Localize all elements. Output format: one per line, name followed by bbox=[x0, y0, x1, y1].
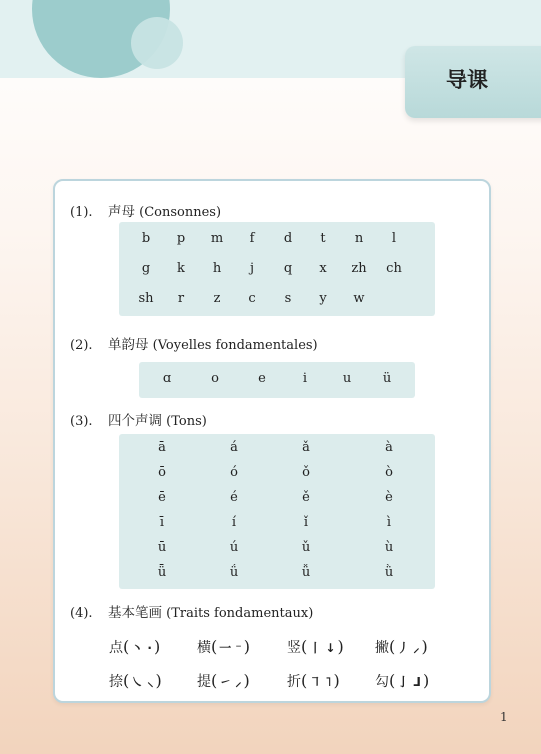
open-paren: ( bbox=[301, 637, 308, 656]
stroke-item bbox=[197, 637, 250, 657]
tone-item: ǐ bbox=[303, 515, 309, 530]
consonant-item: q bbox=[283, 261, 293, 276]
consonant-item: n bbox=[354, 231, 364, 246]
section-number: (1). bbox=[70, 205, 93, 220]
open-paren: ( bbox=[211, 671, 218, 690]
close-paren: ) bbox=[422, 671, 430, 690]
tone-item: ò bbox=[385, 465, 393, 480]
consonant-item: b bbox=[141, 231, 151, 246]
tone-item: í bbox=[231, 515, 237, 530]
consonant-item: k bbox=[177, 261, 185, 276]
vowel-item: ü bbox=[382, 371, 392, 386]
section-title-fr: (Voyelles fondamentales) bbox=[152, 338, 318, 353]
tone-item: ǎ bbox=[302, 440, 310, 455]
consonant-item: l bbox=[391, 231, 397, 246]
tone-item: é bbox=[230, 490, 238, 505]
tone-item: ē bbox=[158, 490, 166, 505]
vowels-box bbox=[139, 362, 415, 398]
vowel-item: ɑ bbox=[162, 371, 172, 386]
tone-item: á bbox=[230, 440, 238, 455]
section-title-fr: (Traits fondamentaux) bbox=[166, 606, 314, 621]
stroke-item bbox=[375, 671, 429, 691]
tone-item: ǘ bbox=[229, 565, 239, 580]
consonant-item: ch bbox=[386, 261, 402, 276]
vowel-item: i bbox=[302, 371, 308, 386]
stroke-name: 勾 bbox=[375, 674, 389, 690]
stroke-glyph: 丶 · bbox=[131, 641, 152, 655]
tone-item: ó bbox=[230, 465, 238, 480]
stroke-name: 折 bbox=[287, 674, 301, 690]
consonant-item: h bbox=[212, 261, 222, 276]
tone-item: ì bbox=[386, 515, 392, 530]
consonant-item: x bbox=[319, 261, 327, 276]
section-consonants-heading bbox=[70, 200, 221, 220]
section-title-cn: 声母 bbox=[108, 204, 135, 220]
consonant-item: zh bbox=[351, 261, 367, 276]
tone-item: ù bbox=[384, 540, 394, 555]
close-paren: ) bbox=[337, 637, 344, 656]
tone-item: ǜ bbox=[384, 565, 394, 580]
stroke-item bbox=[375, 637, 428, 657]
stroke-glyph: 一 ⁻ bbox=[219, 641, 242, 655]
consonant-item: c bbox=[248, 291, 256, 306]
close-paren: ) bbox=[243, 671, 250, 690]
consonant-item: s bbox=[284, 291, 292, 306]
open-paren: ( bbox=[389, 637, 396, 656]
decorative-circle-small bbox=[131, 17, 183, 69]
section-number: (2). bbox=[70, 338, 93, 353]
section-vowels-heading bbox=[70, 333, 318, 353]
stroke-glyph: ㇏ ⸜ bbox=[131, 675, 154, 689]
close-paren: ) bbox=[154, 637, 161, 656]
close-paren: ) bbox=[333, 671, 340, 690]
open-paren: ( bbox=[123, 671, 130, 690]
consonant-item: z bbox=[213, 291, 221, 306]
stroke-item bbox=[287, 671, 340, 691]
stroke-item bbox=[287, 637, 344, 657]
tone-item: à bbox=[385, 440, 393, 455]
consonant-item: d bbox=[283, 231, 293, 246]
open-paren: ( bbox=[301, 671, 308, 690]
consonants-box bbox=[119, 222, 435, 316]
page-number: 1 bbox=[500, 710, 508, 724]
stroke-name: 提 bbox=[197, 674, 211, 690]
stroke-name: 捺 bbox=[109, 674, 123, 690]
consonant-item: j bbox=[249, 261, 255, 276]
tone-item: ǚ bbox=[301, 565, 311, 580]
section-number: (3). bbox=[70, 414, 93, 429]
vowel-item: u bbox=[342, 371, 352, 386]
tone-item: ǔ bbox=[301, 540, 311, 555]
stroke-glyph: 亅 ᒧ bbox=[397, 675, 421, 689]
consonant-item: f bbox=[249, 231, 255, 246]
consonant-item: w bbox=[353, 291, 365, 306]
section-number: (4). bbox=[70, 606, 93, 621]
stroke-glyph: 丿 ⸝ bbox=[397, 641, 420, 655]
tone-item: ī bbox=[159, 515, 165, 530]
tone-item: ú bbox=[229, 540, 239, 555]
stroke-name: 横 bbox=[197, 640, 211, 656]
consonant-item: t bbox=[320, 231, 326, 246]
tone-item: è bbox=[385, 490, 393, 505]
content-card bbox=[53, 179, 491, 703]
vowel-item: o bbox=[211, 371, 219, 386]
open-paren: ( bbox=[123, 637, 130, 656]
close-paren: ) bbox=[155, 671, 162, 690]
consonant-item: m bbox=[210, 231, 224, 246]
lesson-tab bbox=[405, 46, 541, 118]
tone-item: ǖ bbox=[157, 565, 167, 580]
stroke-name: 点 bbox=[109, 640, 123, 656]
consonant-item: r bbox=[177, 291, 185, 306]
stroke-name: 竖 bbox=[287, 640, 301, 656]
section-strokes-heading bbox=[70, 601, 313, 621]
section-title-cn: 单韵母 bbox=[108, 337, 149, 353]
close-paren: ) bbox=[421, 637, 428, 656]
section-title-cn: 四个声调 bbox=[108, 413, 162, 429]
tone-item: ě bbox=[302, 490, 310, 505]
tone-item: ǒ bbox=[302, 465, 310, 480]
stroke-item bbox=[109, 671, 162, 691]
section-title-fr: (Consonnes) bbox=[139, 205, 222, 220]
page-title: 导课 bbox=[446, 68, 488, 92]
section-title-cn: 基本笔画 bbox=[108, 605, 162, 621]
stroke-item bbox=[109, 637, 160, 657]
consonant-item: g bbox=[141, 261, 151, 276]
consonant-item: p bbox=[176, 231, 186, 246]
section-title-fr: (Tons) bbox=[166, 414, 207, 429]
section-tones-heading bbox=[70, 409, 207, 429]
tone-item: ō bbox=[158, 465, 166, 480]
open-paren: ( bbox=[389, 671, 396, 690]
stroke-name: 撇 bbox=[375, 640, 389, 656]
stroke-item bbox=[197, 671, 250, 691]
open-paren: ( bbox=[211, 637, 218, 656]
consonant-item: y bbox=[319, 291, 327, 306]
stroke-glyph: ㇀ ⸝ bbox=[219, 675, 242, 689]
tone-item: ā bbox=[158, 440, 166, 455]
stroke-glyph: ㇕ ˥ bbox=[309, 675, 332, 689]
close-paren: ) bbox=[243, 637, 251, 656]
consonant-item: sh bbox=[138, 291, 154, 306]
tones-box bbox=[119, 434, 435, 589]
vowel-item: e bbox=[258, 371, 266, 386]
stroke-glyph: 丨 ↓ bbox=[309, 641, 336, 655]
tone-item: ū bbox=[157, 540, 167, 555]
